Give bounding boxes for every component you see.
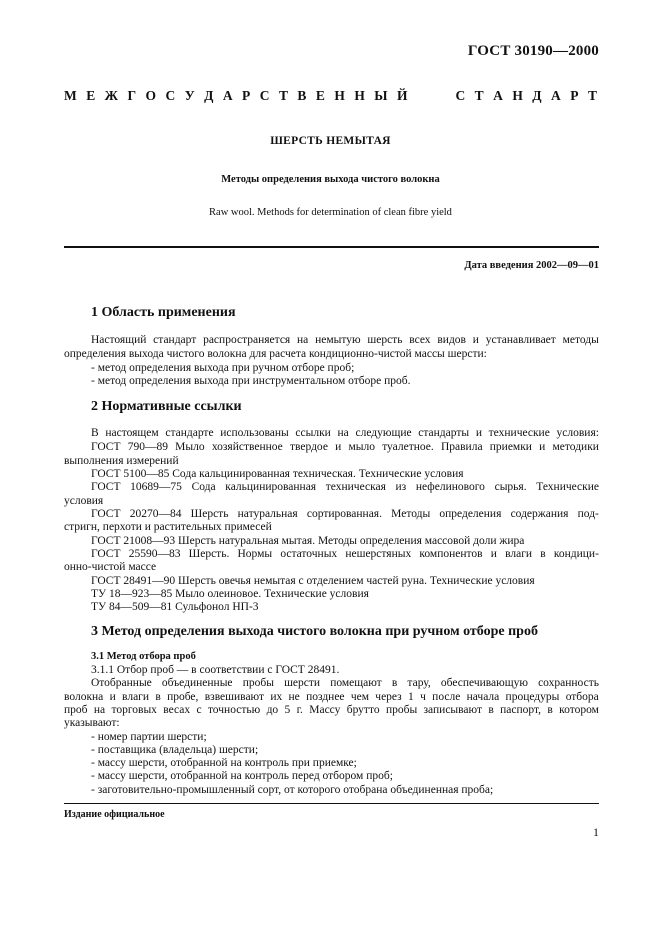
section-3-line: 3.1.1 Отбор проб — в соответствии с ГОСТ 28491. xyxy=(91,664,340,676)
section-2-line: ГОСТ 790—89 Мыло хозяйственное твердое и мыло туалетное. Правила приемки и методики xyxy=(91,441,599,453)
section-3-heading: 3 Метод определения выхода чистого волокна при ручном отборе проб xyxy=(91,624,538,639)
section-2-line: ГОСТ 5100—85 Сода кальцинированная техническая. Технические условия xyxy=(91,468,464,480)
section-2-line: выполнения измерений xyxy=(64,455,179,467)
section-3-line: - массу шерсти, отобранной на контроль перед отбором проб; xyxy=(91,770,393,782)
section-2-line: В настоящем стандарте использованы ссылки на следующие стандарты и технические условия: xyxy=(91,427,599,439)
section-1-line: - метод определения выхода при инструментальном отборе проб. xyxy=(91,375,411,387)
introduction-date: Дата введения 2002—09—01 xyxy=(464,260,599,271)
section-2-line: ТУ 18—923—85 Мыло олеиновое. Технические условия xyxy=(91,588,369,600)
document-title: ШЕРСТЬ НЕМЫТАЯ xyxy=(270,135,391,147)
footer-divider xyxy=(64,803,599,804)
section-2-line: ГОСТ 21008—93 Шерсть натуральная мытая. Методы определения массовой доли жира xyxy=(91,535,525,547)
section-3-line: Отобранные объединенные пробы шерсти помещают в тару, обеспечивающую сохранность xyxy=(91,677,599,689)
section-3-line: - номер партии шерсти; xyxy=(91,731,207,743)
document-number: ГОСТ 30190—2000 xyxy=(467,43,599,59)
standard-type-label: М Е Ж Г О С У Д А Р С Т В Е Н Н Ы Й С Т А Н Д А Р Т xyxy=(64,88,597,103)
section-2-line: ГОСТ 10689—75 Сода кальцинированная техническая из нефелинового сырья. Технические xyxy=(91,481,599,493)
page-number: 1 xyxy=(593,825,599,839)
document-subtitle: Методы определения выхода чистого волокна xyxy=(221,174,440,185)
section-1-line: определения выхода чистого волокна для расчета кондиционно-чистой массы шерсти: xyxy=(64,348,487,360)
official-edition-label: Издание официальное xyxy=(64,809,165,820)
section-2-line: ТУ 84—509—81 Сульфонол НП-3 xyxy=(91,601,259,613)
section-3-line: указывают: xyxy=(64,717,120,729)
section-3-line: - поставщика (владельца) шерсти; xyxy=(91,744,259,756)
section-2-line: ГОСТ 28491—90 Шерсть овечья немытая с отделением частей руна. Технические условия xyxy=(91,575,535,587)
section-2-line: условия xyxy=(64,495,104,507)
section-3-line: - заготовительно-промышленный сорт, от которого отобрана объединенная проба; xyxy=(91,784,494,796)
section-1-heading: 1 Область применения xyxy=(91,305,236,320)
section-2-line: онно-чистой массе xyxy=(64,561,157,573)
section-1-line: - метод определения выхода при ручном отборе проб; xyxy=(91,362,355,374)
section-2-line: ГОСТ 20270—84 Шерсть натуральная сортированная. Методы определения содержания под- xyxy=(91,508,599,520)
section-3-line: волокна и влаги в пробе, взвешивают их не позднее чем через 1 ч после начала процедуры отбора xyxy=(64,691,599,703)
section-2-heading: 2 Нормативные ссылки xyxy=(91,399,242,414)
section-1-line: Настоящий стандарт распространяется на немытую шерсть всех видов и устанавливает методы xyxy=(91,334,599,346)
section-2-line: ГОСТ 25590—83 Шерсть. Нормы остаточных нешерстяных компонентов и влаги в кондици- xyxy=(91,548,599,560)
section-3-1-heading: 3.1 Метод отбора проб xyxy=(91,651,196,662)
section-2-line: стригн, перхоти и растительных примесей xyxy=(64,521,272,533)
document-title-english: Raw wool. Methods for determination of clean fibre yield xyxy=(209,207,452,218)
section-3-line: проб на торговых весах с точностью до 5 г. Массу брутто пробы записывают в паспорт, в котором xyxy=(64,704,599,716)
header-divider xyxy=(64,246,599,248)
section-3-line: - массу шерсти, отобранной на контроль при приемке; xyxy=(91,757,357,769)
